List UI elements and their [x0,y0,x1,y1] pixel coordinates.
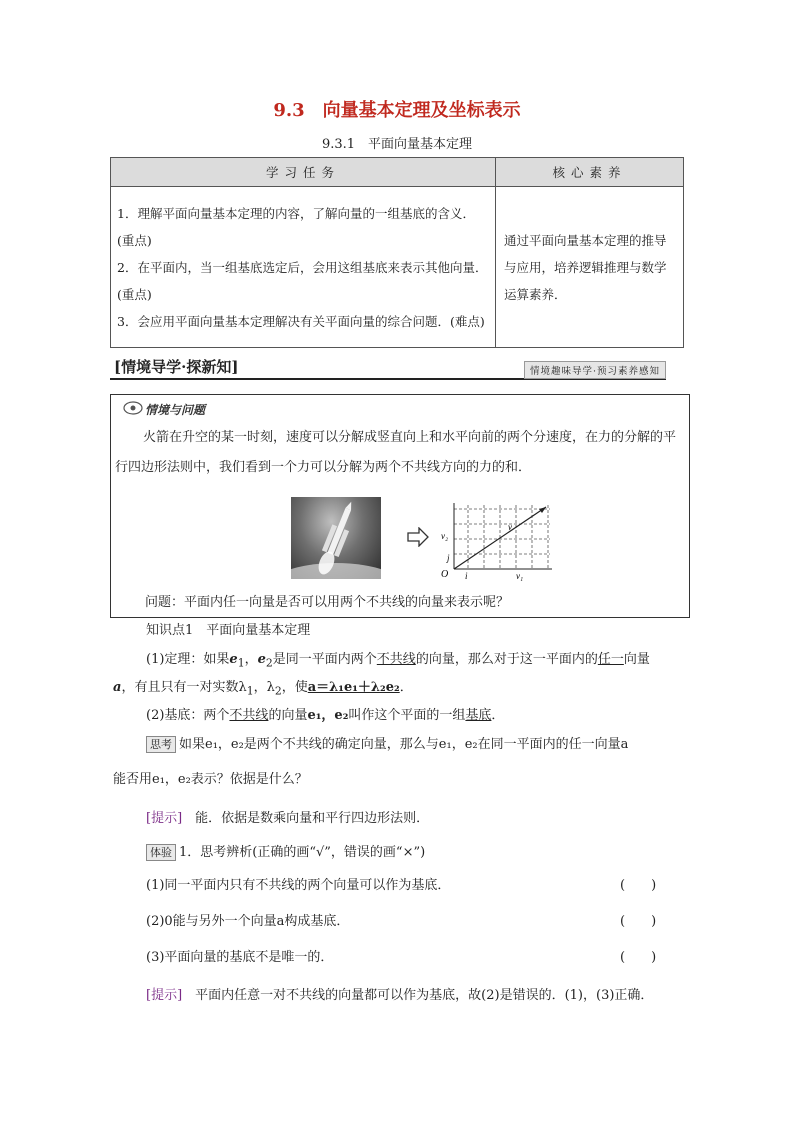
page-title: 9.3 向量基本定理及坐标表示 [273,100,521,121]
tasks-cell [111,187,496,348]
think-hint: [提示] 能．依据是数乘向量和平行四边形法则． [146,811,430,826]
learning-table [110,157,684,348]
col-header-tasks: 学习任务 [111,158,496,187]
section-banner [110,356,666,380]
answer-paren: ( ) [620,950,657,965]
scenario-icon [123,401,143,415]
task-item: 3．会应用平面向量基本定理解决有关平面向量的综合问题．(难点) [117,313,485,329]
rocket-image [291,497,381,579]
vector-diagram [438,497,558,583]
exercise-title: 体验 1．思考辨析(正确的画“√”，错误的画“×”) [146,841,425,861]
exercise-item: (2)0能与另外一个向量a构成基底． [146,914,350,929]
exercise-hint: [提示] 平面内任意一对不共线的向量都可以作为基底，故(2)是错误的．(1)，(3)正确． [146,988,654,1003]
scenario-heading: 情境与问题 [145,403,206,417]
banner-tag: 情境趣味导学·预习素养感知 [524,361,666,379]
theorem-line1: (1)定理：如果$e_1$，$e_2$是同一平面内两个不共线的向量，那么对于这一平面内的任一向量 [146,652,650,670]
label-v2: v₂ [441,531,449,541]
label-v: v [508,522,512,532]
rocket-photo [291,497,381,579]
answer-paren: ( ) [620,914,657,929]
think-tag: 思考 [146,736,176,753]
scenario-text: 火箭在升空的某一时刻，速度可以分解成竖直向上和水平向前的两个分速度，在力的分解的平行四边形法则中，我们看到一个力可以分解为两个不共线方向的力的和． [115,430,677,475]
basis-line: (2)基底：两个不共线的向量e₁，e₂叫作这个平面的一组基底． [146,708,505,723]
right-arrow-icon [407,527,429,547]
section-subtitle: 9.3.1 平面向量基本定理 [321,137,473,152]
literacy-cell: 通过平面向量基本定理的推导与应用，培养逻辑推理与数学运算素养． [496,187,684,348]
banner-title: [情境导学·探新知] [114,358,239,376]
label-origin: O [441,569,449,580]
task-item: 2．在平面内，当一组基底选定后，会用这组基底来表示其他向量．(重点) [117,259,488,302]
label-v1: v₁ [516,571,524,581]
knowledge-heading: 知识点1 平面向量基本定理 [146,623,311,638]
theorem-line2: a，有且只有一对实数$\lambda_1$，$\lambda_2$，使a＝λ₁e₁＋λ₂e₂． [113,680,413,698]
label-j: j [447,553,450,563]
think-line1: 思考 如果e₁，e₂是两个不共线的确定向量，那么与e₁，e₂在同一平面内的任一向量a [146,733,628,753]
label-i: i [465,571,468,581]
think-line2: 能否用e₁，e₂表示？依据是什么？ [113,772,308,787]
task-item: 1．理解平面向量基本定理的内容，了解向量的一组基底的含义．(重点) [117,205,475,248]
exercise-item: (3)平面向量的基底不是唯一的． [146,950,334,965]
scenario-box [110,394,690,618]
col-header-literacy: 核心素养 [496,158,684,187]
answer-paren: ( ) [620,878,657,893]
exercise-tag: 体验 [146,844,176,861]
scenario-question: 问题：平面内任一向量是否可以用两个不共线的向量来表示呢？ [145,595,510,610]
exercise-item: (1)同一平面内只有不共线的两个向量可以作为基底． [146,878,451,893]
